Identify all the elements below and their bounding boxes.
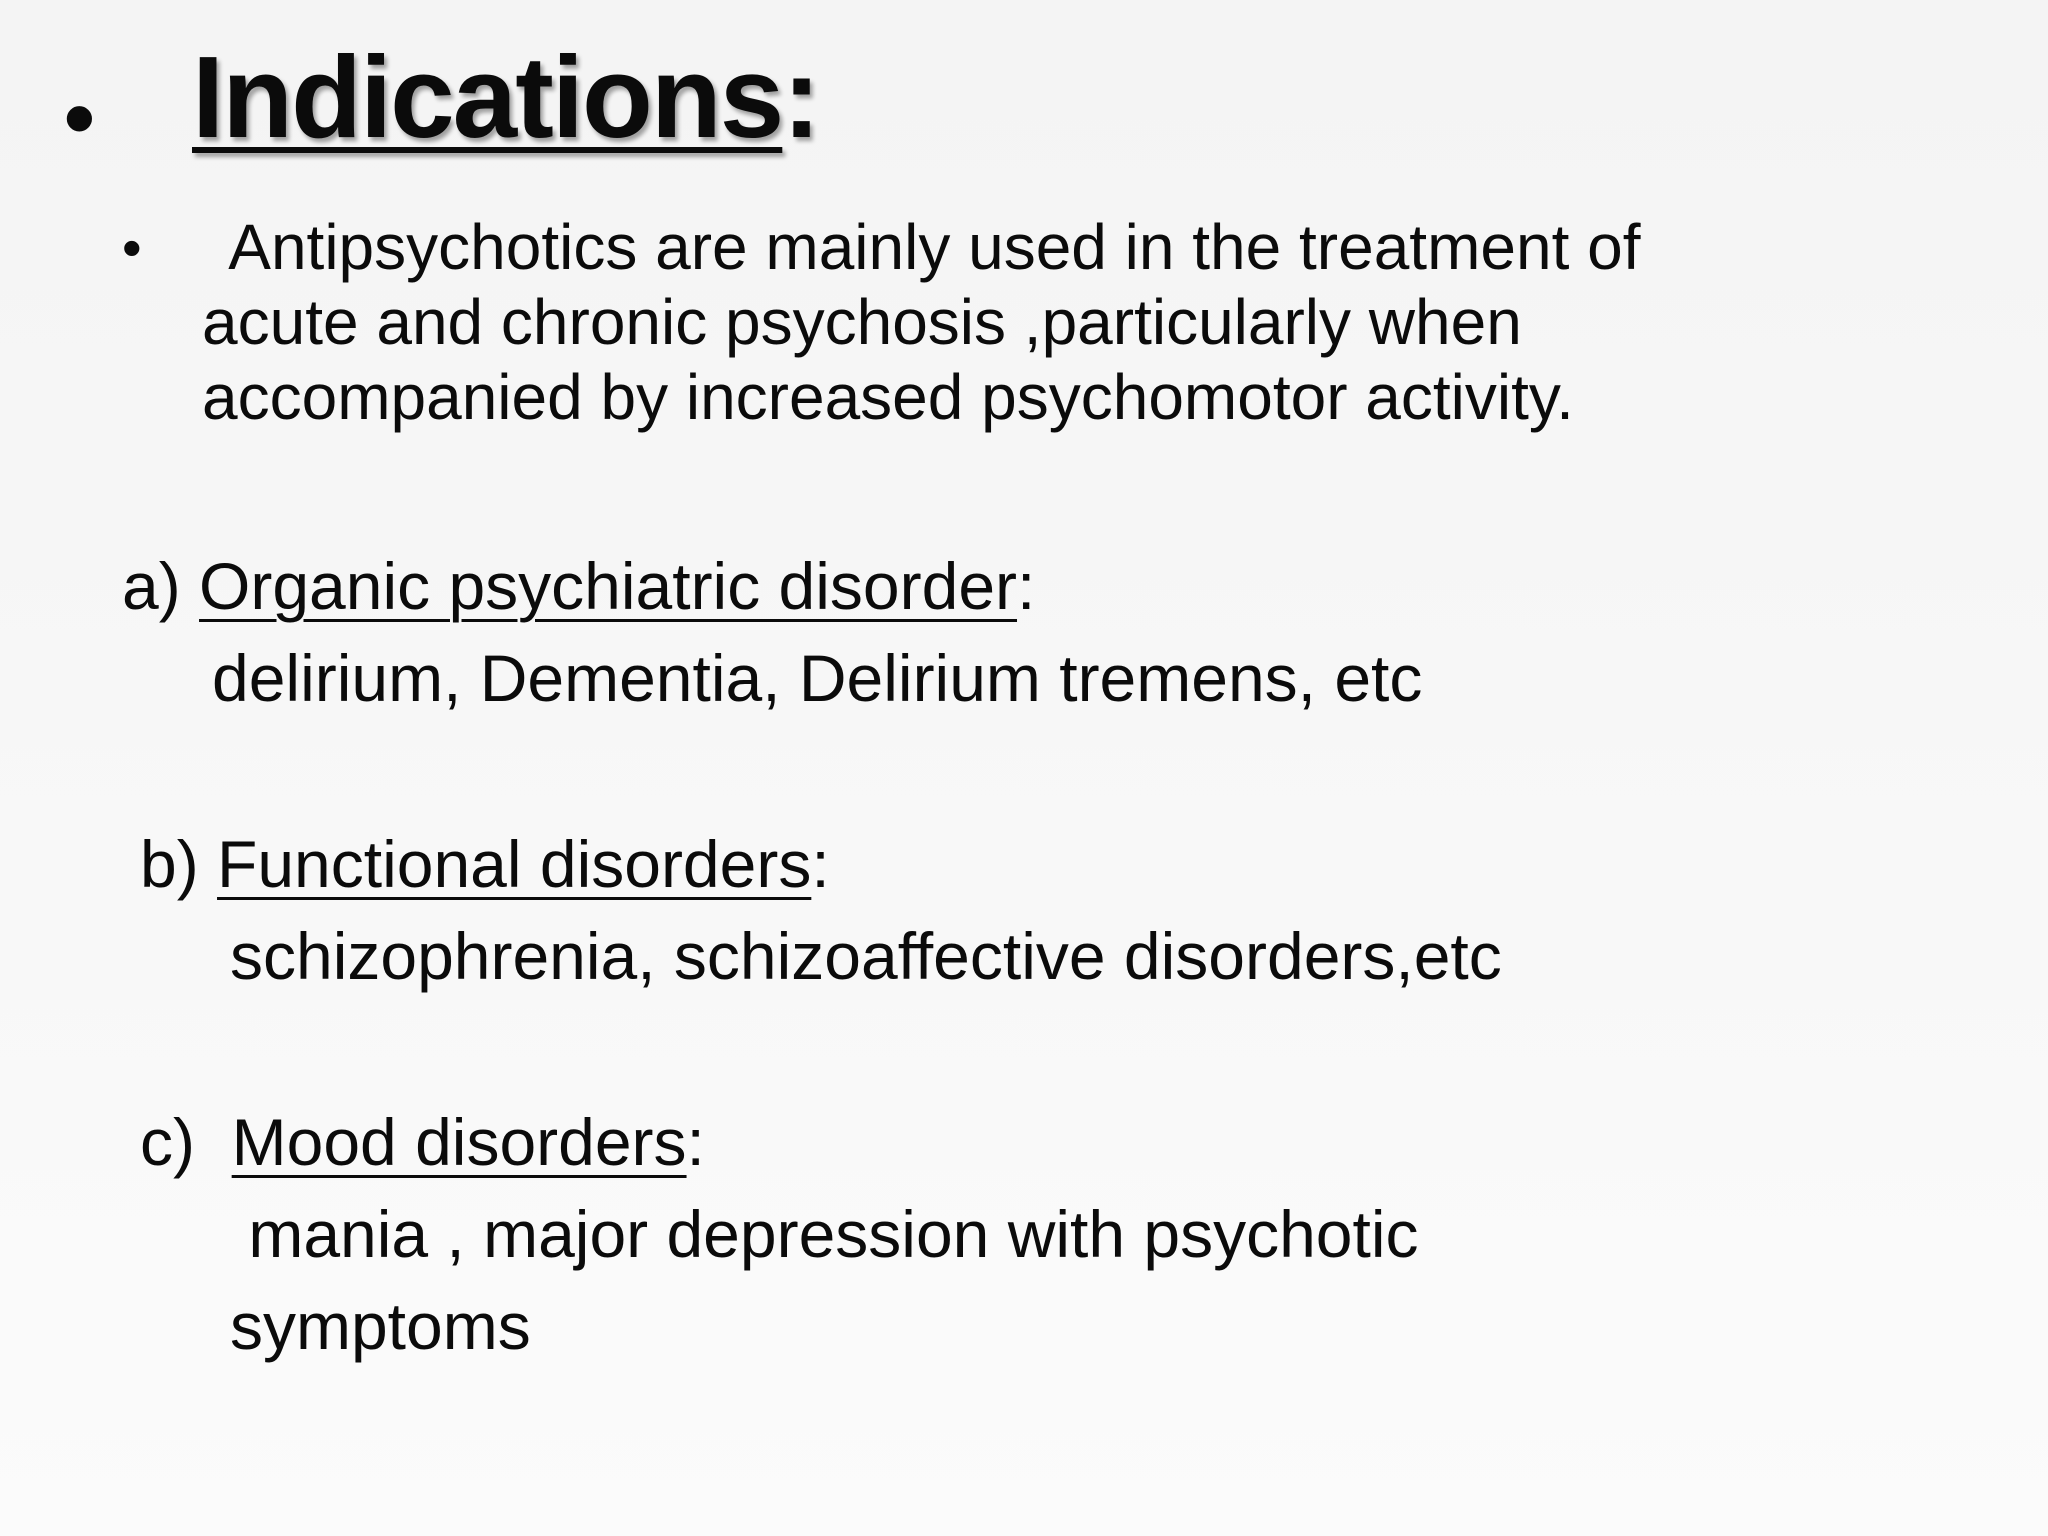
intro-line-2: acute and chronic psychosis ,particularly when bbox=[202, 286, 1522, 358]
section-title: Functional disorders bbox=[217, 827, 812, 901]
intro-bullet-icon: • bbox=[122, 216, 142, 279]
section-organic bbox=[122, 540, 1422, 724]
title-colon: : bbox=[782, 32, 819, 162]
section-heading bbox=[140, 818, 1502, 910]
section-body-line: symptoms bbox=[230, 1289, 531, 1363]
section-colon: : bbox=[1017, 549, 1036, 623]
title-text bbox=[192, 28, 819, 167]
section-heading bbox=[140, 1096, 1419, 1188]
section-body-line: delirium, Dementia, Delirium tremens, etc bbox=[212, 641, 1423, 715]
section-title: Mood disorders bbox=[231, 1105, 687, 1179]
section-mood bbox=[140, 1096, 1419, 1372]
section-heading bbox=[122, 540, 1422, 632]
section-marker: c) bbox=[140, 1105, 232, 1179]
title-bullet-icon: • bbox=[64, 68, 95, 167]
section-marker: b) bbox=[140, 827, 218, 901]
section-body-line: mania , major depression with psychotic bbox=[230, 1197, 1419, 1271]
section-functional bbox=[140, 818, 1502, 1002]
section-colon: : bbox=[811, 827, 830, 901]
section-marker: a) bbox=[122, 549, 200, 623]
title-heading: Indications bbox=[192, 32, 783, 162]
intro-line-3: accompanied by increased psychomotor activity. bbox=[202, 361, 1574, 433]
section-title: Organic psychiatric disorder bbox=[199, 549, 1018, 623]
section-colon: : bbox=[686, 1105, 705, 1179]
intro-line-1: Antipsychotics are mainly used in the treatment of bbox=[214, 211, 1641, 283]
section-body-line: schizophrenia, schizoaffective disorders,etc bbox=[230, 919, 1502, 993]
